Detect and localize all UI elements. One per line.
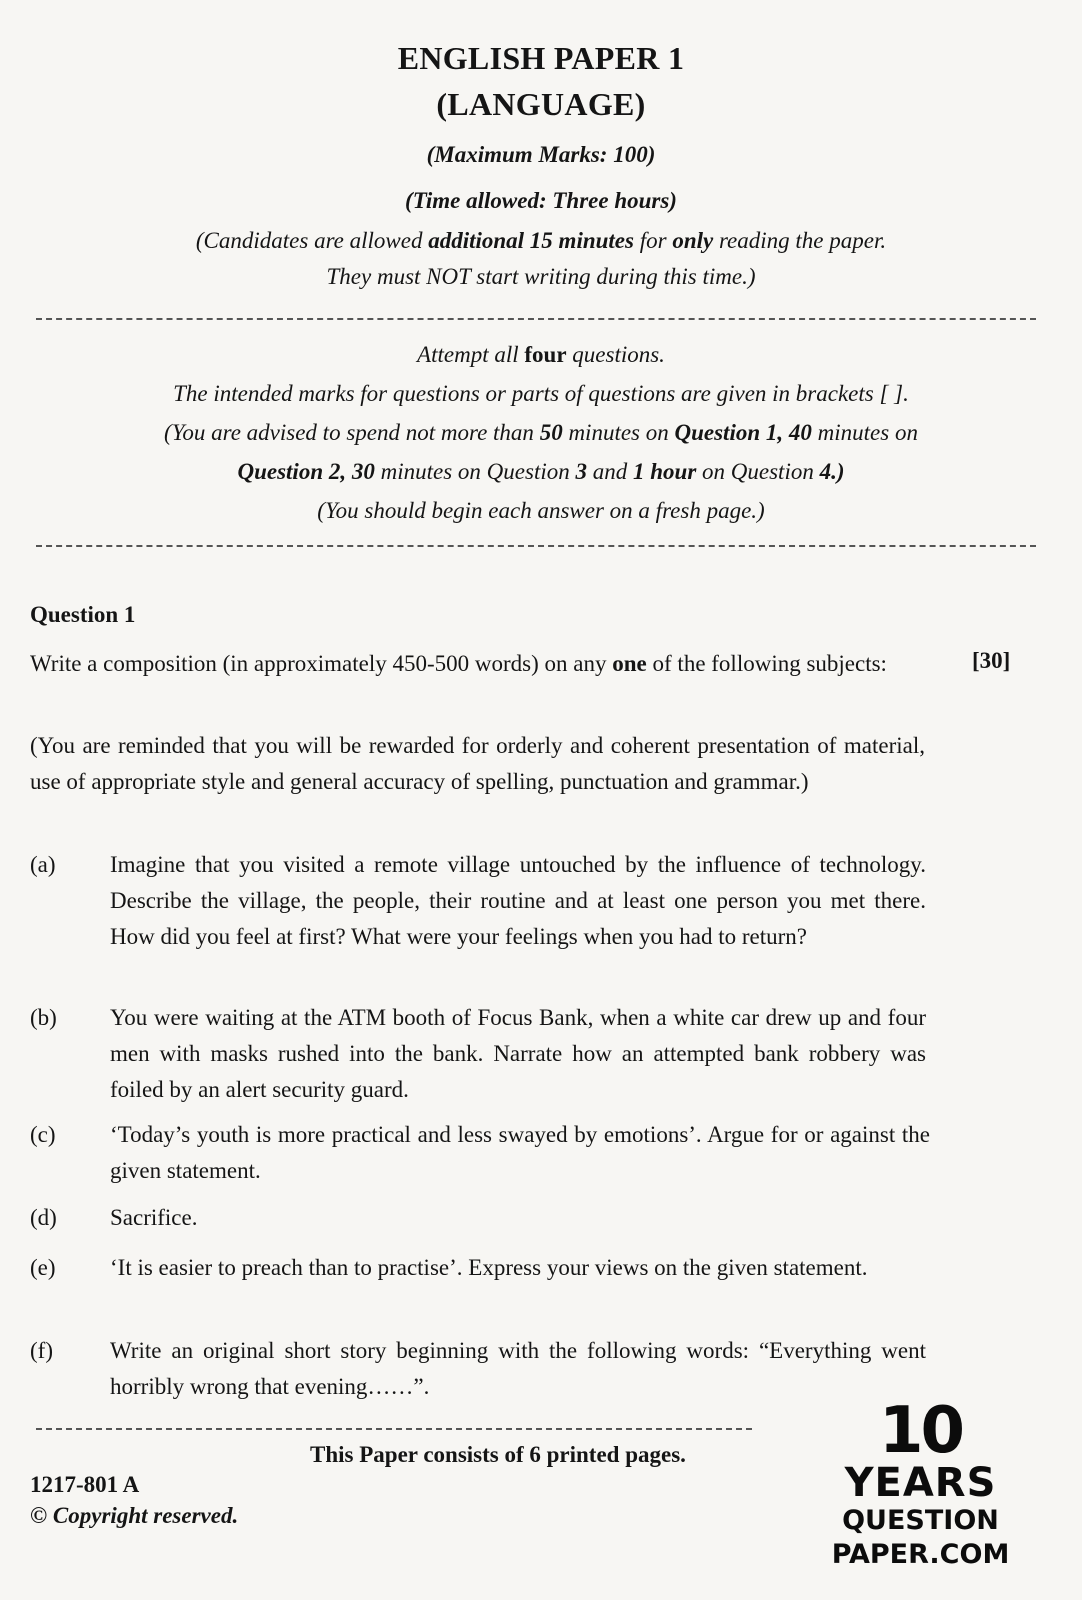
divider-footer (36, 1428, 752, 1430)
advice-2d: and (586, 459, 633, 484)
option-a-text: Imagine that you visited a remote village untouched by the influence of technology. Describe the village, the people, their routine and at least one person you met there. How did you feel at first? What were your feelings when you had to return? (110, 852, 926, 949)
question-1-reminder: (You are reminded that you will be rewarded for orderly and coherent presentation of material, use of appropriate style and general accuracy of spelling, punctuation and grammar.) (30, 733, 925, 794)
option-c-label: (c) (30, 1122, 56, 1147)
paper-title: ENGLISH PAPER 1 (397, 40, 685, 76)
advice-1b: 50 (539, 420, 563, 445)
reading-post: reading the paper. (713, 228, 887, 253)
option-e-text: ‘It is easier to preach than to practise’. Express your views on the given statement. (110, 1255, 868, 1280)
option-c-text: ‘Today’s youth is more practical and less swayed by emotions’. Argue for or against the given statement. (110, 1122, 930, 1183)
time-advice-line-1 (0, 420, 1082, 446)
advice-1d: Question 1, 40 (674, 420, 812, 445)
option-b-label: (b) (30, 1005, 57, 1030)
option-b-text: You were waiting at the ATM booth of Focus Bank, when a white car drew up and four men with masks rushed into the bank. Narrate how an attempted bank robbery was foiled by an alert security guard. (110, 1005, 926, 1102)
option-f-text: Write an original short story beginning with the following words: “Everything went horribly wrong that evening……”. (110, 1338, 926, 1399)
advice-2f: on Question (696, 459, 820, 484)
attempt-post: questions. (566, 342, 665, 367)
copyright-notice: © Copyright reserved. (30, 1503, 239, 1528)
question-1-marks: [30] (972, 648, 1011, 673)
paper-subtitle: (LANGUAGE) (436, 86, 646, 122)
advice-2b: minutes on Question (374, 459, 576, 484)
reading-only: only (672, 228, 714, 253)
divider-bottom (36, 545, 1036, 547)
intro-bold: one (612, 651, 647, 676)
max-marks: (Maximum Marks: 100) (426, 142, 656, 167)
time-advice-line-2 (0, 459, 1082, 485)
reading-bold: additional 15 minutes (428, 228, 634, 253)
question-1-intro (30, 646, 945, 682)
attempt-pre: Attempt all (417, 342, 525, 367)
option-d-label: (d) (30, 1205, 57, 1230)
option-d-text: Sacrifice. (110, 1205, 198, 1230)
watermark-logo (778, 1394, 1063, 1572)
option-f-label: (f) (30, 1338, 53, 1363)
advice-2c: 3 (575, 459, 587, 484)
reading-mid: for (633, 228, 673, 253)
advice-2g: 4.) (819, 459, 845, 484)
intro-pre: Write a composition (in approximately 450-500 words) on any (30, 651, 613, 676)
marks-instruction: The intended marks for questions or parts of questions are given in brackets [ ]. (173, 381, 909, 406)
pages-note: This Paper consists of 6 printed pages. (310, 1442, 686, 1467)
advice-1e: minutes on (811, 420, 918, 445)
option-e-label: (e) (30, 1255, 56, 1280)
reading-pre: (Candidates are allowed (195, 228, 429, 253)
fresh-page-instruction: (You should begin each answer on a fresh page.) (317, 498, 765, 523)
advice-1a: (You are advised to spend not more than (164, 420, 540, 445)
attempt-instruction (0, 342, 1082, 368)
advice-2e: 1 hour (632, 459, 697, 484)
paper-code: 1217-801 A (30, 1472, 140, 1497)
divider-top (36, 318, 1036, 320)
watermark-site: QUESTION PAPER.COM (831, 1505, 1010, 1570)
watermark-number: 10 (878, 1394, 963, 1468)
advice-2a: Question 2, 30 (237, 459, 375, 484)
advice-1c: minutes on (562, 420, 675, 445)
attempt-bold: four (524, 342, 567, 367)
time-allowed: (Time allowed: Three hours) (405, 188, 677, 213)
option-a-label: (a) (30, 852, 56, 877)
reading-time-note-2: They must NOT start writing during this time.) (326, 264, 756, 289)
intro-post: of the following subjects: (646, 651, 887, 676)
reading-time-note (0, 228, 1082, 254)
question-1-heading: Question 1 (30, 602, 136, 627)
watermark-years: YEARS (844, 1460, 997, 1506)
